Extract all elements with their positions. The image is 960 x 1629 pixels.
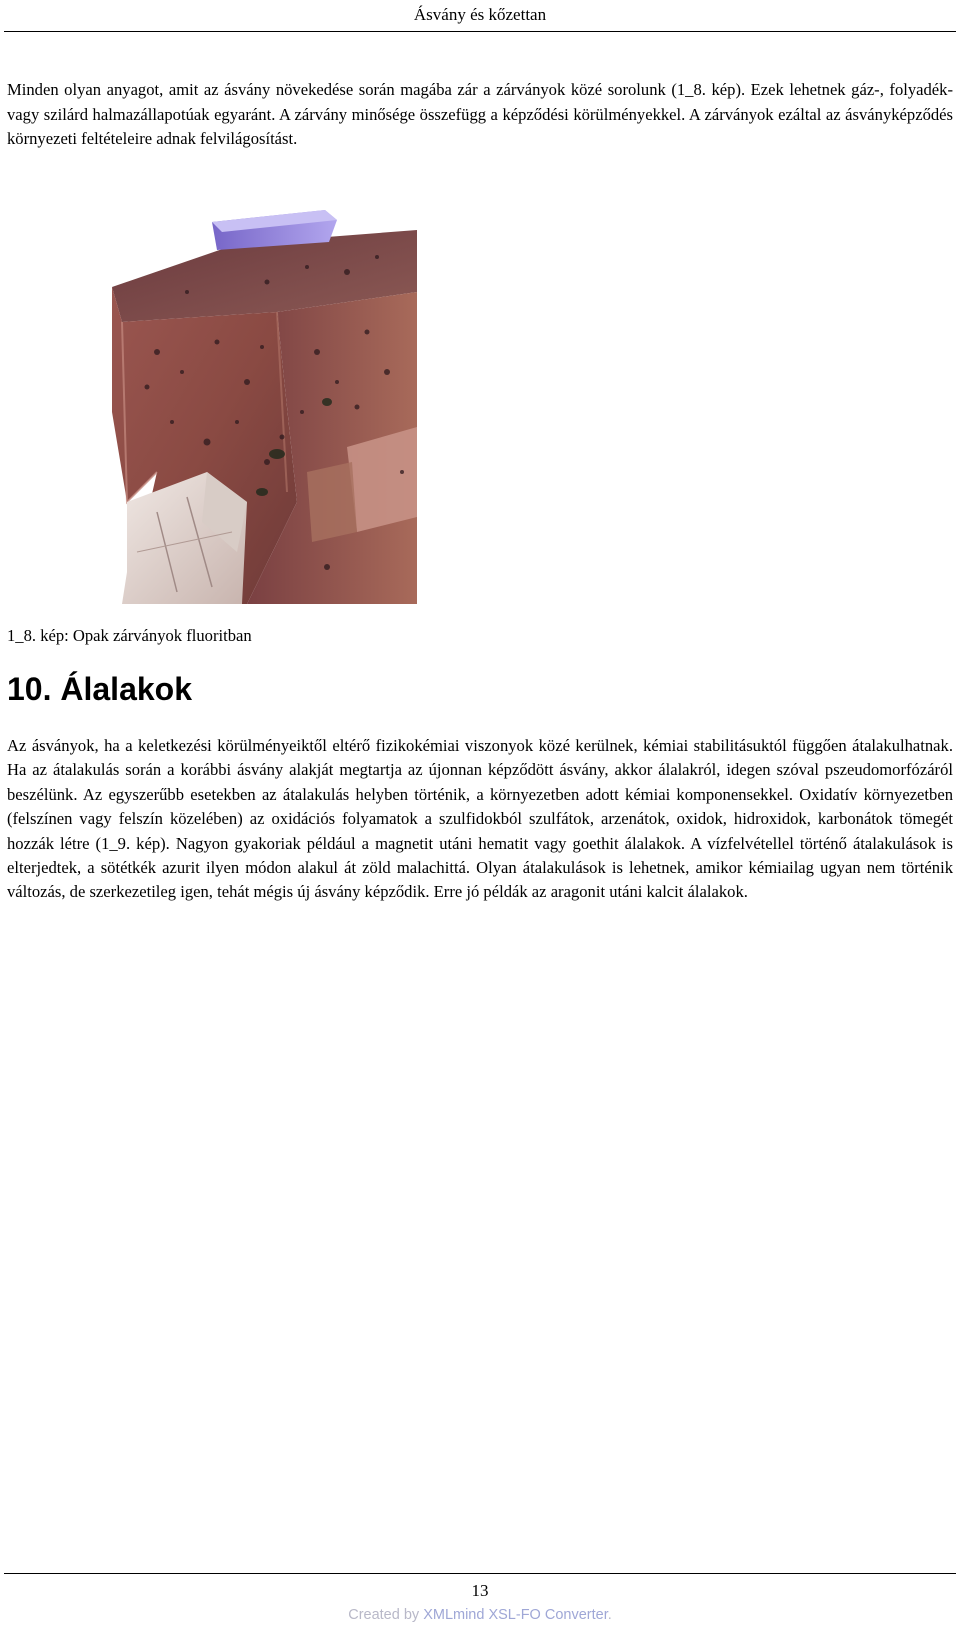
section-paragraph: Az ásványok, ha a keletkezési körülményeiktől eltérő fizikokémiai viszonyok közé kerülnek, kémiai stabilitásuktól függően átalakulhatnak. Ha az átalakulás során a korábbi ásvány alakját megtartja az újonnan képződött ásvány, akkor álalakról, idegen szóval pszeudomorfózáról beszélünk. Az egyszerűbb esetekben az átalakulás helyben történik, a környezetben adott kémiai komponensekkel. Oxidatív környezetben (felszínen vagy felszín közelében) az oxidációs folyamatok a szulfidokból szulfátok, arzenátok, oxidok, hidroxidok, karbonátok tömegét hozzák létre (1_9. kép). Nagyon gyakoriak például a magnetit utáni hematit vagy goethit álalakok. A vízfelvétellel történő átalakulások is elterjedtek, a sötétkék azurit ilyen módon alakul át zöld malachittá. Olyan átalakulások is lehetnek, amikor kémiailag ugyan nem történik változás, de szerkezetileg igen, tehát mégis új ásvány képződik. Erre jó példák az aragonit utáni kalcit álalakok. <box>7 736 953 902</box>
page-header-title: Ásvány és kőzettan <box>413 5 547 24</box>
intro-paragraph: Minden olyan anyagot, amit az ásvány növekedése során magába zár a zárványok közé sorolunk (1_8. kép). Ezek lehetnek gáz-, folyadék- vagy szilárd halmazállapotúak egyaránt. A zárvány minősége összefügg a képződési körülményekkel. A zárványok ezáltal az ásványképződés környezeti feltételeire adnak felvilágosítást. <box>7 80 953 148</box>
generator-prefix: Created by <box>348 1607 424 1623</box>
section-title: 10. Álalakok <box>7 671 192 707</box>
page-number: 13 <box>471 1581 489 1600</box>
generator-suffix: . <box>607 1607 612 1623</box>
generator-link[interactable]: XMLmind XSL-FO Converter <box>423 1607 608 1623</box>
page-footer <box>4 1573 956 1629</box>
figure-fluorite-photo <box>7 172 417 604</box>
fluorite-photo <box>7 172 417 604</box>
figure-caption: 1_8. kép: Opak zárványok fluoritban <box>7 626 252 645</box>
generator-credit <box>4 1605 956 1625</box>
page-header <box>4 0 956 32</box>
